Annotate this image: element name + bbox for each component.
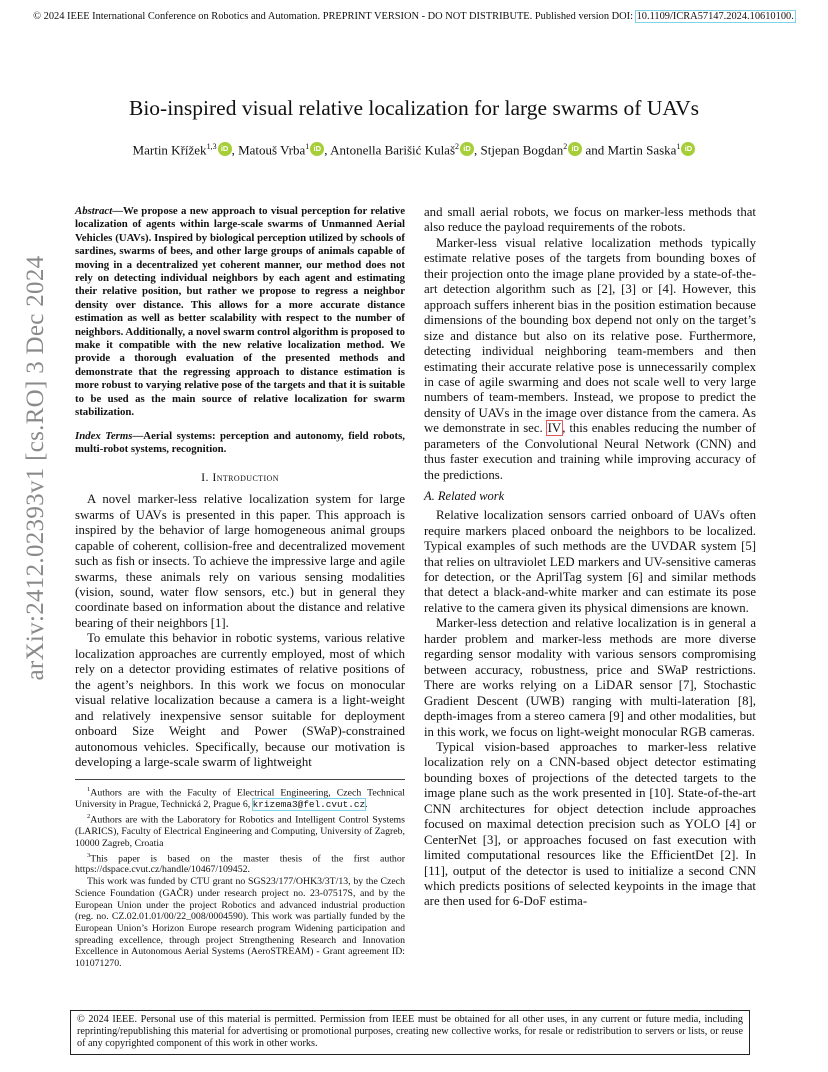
author-list bbox=[40, 142, 788, 158]
footnote-marker: 2 bbox=[87, 813, 91, 821]
subsection-heading-related-work bbox=[424, 489, 756, 504]
funding-note: This work was funded by CTU grant no SGS23/177/OHK3/3T/13, by the Czech Science Foundation (GAČR) under research project no. 23-07517S, and by the European Union under the project Robotics and advanced industrial production (reg. no. CZ.02.01.01/00/22_008/0004590). This work was partially funded by the European Union’s Horizon Europe research program Widening participation and spreading excellence, through project Strengthening Research and Innovation Excellence in Autonomous Aerial Systems (AeroSTREAM) - Grant agreement ID: 101071270. bbox=[75, 876, 405, 970]
footnote-1 bbox=[75, 784, 405, 811]
author-separator: , bbox=[474, 142, 481, 158]
preprint-header-note bbox=[0, 11, 828, 22]
abstract bbox=[75, 205, 405, 420]
index-terms-label: Index Terms bbox=[75, 429, 133, 442]
intro-paragraph-3-text: Marker-less visual relative localization methods typically estimate relative poses of the targets from bounding boxes of their projection onto the image plane provided by a state-of-the-art detection algorithm such as [2], [3] or [4]. However, this approach suffers inherent bias in the position estimation because dimensions of the bounding box depend not only on the target’s size and distance but also on its relative pose. Furthermore, detecting individual neighboring team-members and then estimating their accurate relative pose is unnecessarily complex in case of agile swarming and does not scale well to very large numbers of team-members. Instead, we propose to predict the density of UAVs in the image over distance from the camera. As we demonstrate in sec. bbox=[424, 235, 756, 436]
author-separator: , bbox=[231, 142, 239, 158]
footnote-1-end: . bbox=[365, 799, 368, 811]
intro-paragraph-2: To emulate this behavior in robotic systems, various relative localization approaches are currently employed, most of which rely on a detector providing estimates of relative positions of the agent’s neighbors. In this work we focus on monocular visual relative localization because a camera is a light-weight and relatively inexpensive sensor suitable for deployment onboard Size Weight and Power (SWaP)-constrained autonomous vehicles. Specifically, because our motivation is developing a large-scale swarm of lightweight bbox=[75, 631, 405, 770]
author-name: Martin Křížek bbox=[132, 142, 207, 158]
author-name: Matouš Vrba bbox=[238, 142, 306, 158]
footnotes bbox=[75, 784, 405, 969]
left-column bbox=[75, 205, 405, 970]
footnote-1-text: Authors are with the Faculty of Electrical Engineering, Czech Technical University in Prague, Technická 2, Prague 6, bbox=[75, 787, 405, 811]
right-column bbox=[424, 205, 756, 910]
index-terms-text: Aerial systems: perception and autonomy, field robots, multi-robot systems, recognition. bbox=[75, 429, 405, 455]
subsection-label: A. bbox=[424, 489, 435, 504]
orcid-icon[interactable]: iD bbox=[568, 142, 582, 156]
author-name: Martin Saska bbox=[607, 142, 677, 158]
orcid-icon[interactable]: iD bbox=[460, 142, 474, 156]
subsection-title: Related work bbox=[437, 489, 505, 504]
section-title: Introduction bbox=[212, 470, 279, 485]
author-affiliation: 1 bbox=[305, 142, 310, 151]
author-affiliation: 1 bbox=[676, 142, 681, 151]
author-name: Antonella Barišić Kulaš bbox=[330, 142, 456, 158]
footnote-3-text: This paper is based on the master thesis of the first author https://dspace.cvut.cz/handle/10467/109452. bbox=[75, 852, 405, 876]
related-work-paragraph-2: Marker-less detection and relative localization is in general a harder problem and marker-less methods are more diverse regarding sensor modality with various sensors compromising between accuracy, robustness, price and SWaP restrictions. There are works relying on a LiDAR sensor [7], Stochastic Gradient Descent (UWB) ranging with multi-lateration [8], depth-images from a stereo camera [9] and other modalities, but in this work, we focus on light-weight monocular RGB cameras. bbox=[424, 616, 756, 739]
author-affiliation: 2 bbox=[455, 142, 460, 151]
index-terms-dash: — bbox=[132, 429, 144, 442]
copyright-notice: © 2024 IEEE. Personal use of this material is permitted. Permission from IEEE must be obtained for all other uses, in any current or future media, including reprinting/republishing this material for advertising or promotional purposes, creating new collective works, for resale or redistribution to servers or lists, or reuse of any copyrighted component of this work in other works. bbox=[70, 1010, 750, 1055]
footnote-marker: 3 bbox=[87, 851, 91, 859]
related-work-paragraph-3: Typical vision-based approaches to marker-less relative localization rely on a CNN-based object detector estimating bounding boxes of projections of the detected targets to the image plane such as the work presented in [10]. State-of-the-art CNN architectures for object detection include approaches focused on maximal detection precision such as YOLO [4] or CenterNet [3], or approaches focused on fast execution with limited computational resources like the EfficientDet [2]. In [11], output of the detector is used to initialize a second CNN which predicts positions of selected keypoints in the image that are then used for 6-DoF estima- bbox=[424, 739, 756, 909]
orcid-icon[interactable]: iD bbox=[218, 142, 232, 156]
footnote-3 bbox=[75, 850, 405, 877]
arxiv-identifier: arXiv:2412.02393v1 [cs.RO] 3 Dec 2024 bbox=[22, 255, 49, 681]
footnote-2 bbox=[75, 811, 405, 849]
section-number: I. bbox=[201, 470, 209, 485]
footnote-marker: 1 bbox=[87, 786, 91, 794]
intro-paragraph-2-continued: and small aerial robots, we focus on marker-less methods that also reduce the payload requirements of the robots. bbox=[424, 205, 756, 235]
intro-paragraph-1: A novel marker-less relative localization system for large swarms of UAVs is presented in this paper. This approach is inspired by the behavior of large homogeneous animal groups capable of coherent, collision-free and decentralized movement such as fish or insects. To achieve the impressive large and agile swarms, these animals rely on various sensing modalities (vision, sound, water flow sensors, etc.) but in general they coordinate based on information about the distance and relative bearing of their neighbors [1]. bbox=[75, 492, 405, 630]
author-affiliation: 1,3 bbox=[206, 142, 217, 151]
related-work-paragraph-1: Relative localization sensors carried onboard of UAVs often require markers placed onboard the neighbors to be localized. Typical examples of such methods are the UVDAR system [5] that relies on ultraviolet LED markers and UV-sensitive cameras for detection, or the AprilTag system [6] and similar methods that detect a black-and-white marker and can estimate its pose relative to the camera given its physical dimensions are known. bbox=[424, 508, 756, 615]
intro-paragraph-3 bbox=[424, 236, 756, 483]
doi-link[interactable]: 10.1109/ICRA57147.2024.10610100. bbox=[636, 11, 794, 22]
abstract-label: Abstract bbox=[75, 205, 113, 217]
author-separator: and bbox=[582, 142, 608, 158]
author-affiliation: 2 bbox=[563, 142, 568, 151]
abstract-text: We propose a new approach to visual perception for relative localization of agents within large-scale swarms of Unmanned Aerial Vehicles (UAVs). Inspired by biological perception utilized by schools of sardines, swarms of bees, and other large groups of animals capable of moving in a decentralized yet coherent manner, our method does not rely on detecting individual neighbors by each agent and estimating their relative position, but rather we propose to regress a neighbor density over distance. This allows for a more accurate distance estimation as well as better scalability with respect to the number of neighbors. Additionally, a novel swarm control algorithm is proposed to make it compatible with the new relative localization method. We provide a thorough evaluation of the presented methods and demonstrate that the regressing approach to distance estimation is more robust to varying relative pose of the targets and that it is suitable to be used as the main source of relative localization for swarm stabilization. bbox=[75, 205, 405, 419]
index-terms bbox=[75, 430, 405, 457]
footnote-2-text: Authors are with the Laboratory for Robotics and Intelligent Control Systems (LARICS), Faculty of Electrical Engineering and Computing, University of Zagreb, 10000 Zagreb, Croatia bbox=[75, 814, 405, 849]
intro-paragraph-3-text-end: , this enables reducing the number of parameters of the Convolutional Neural Network (CNN) and thus faster execution and training while improving accuracy of the predictions. bbox=[424, 421, 756, 482]
author-separator: , bbox=[324, 142, 331, 158]
paper-title: Bio-inspired visual relative localization for large swarms of UAVs bbox=[128, 96, 699, 120]
email-link[interactable]: krizema3@fel.cvut.cz bbox=[252, 799, 366, 811]
footnote-divider bbox=[75, 779, 405, 780]
abstract-dash: — bbox=[112, 205, 123, 217]
section-heading-introduction bbox=[75, 470, 405, 485]
section-reference-link[interactable]: IV bbox=[547, 421, 562, 436]
header-note-text: © 2024 IEEE International Conference on Robotics and Automation. PREPRINT VERSION - DO NOT DISTRIBUTE. Published version DOI: bbox=[33, 11, 636, 22]
orcid-icon[interactable]: iD bbox=[310, 142, 324, 156]
orcid-icon[interactable]: iD bbox=[681, 142, 695, 156]
author-name: Stjepan Bogdan bbox=[480, 142, 564, 158]
